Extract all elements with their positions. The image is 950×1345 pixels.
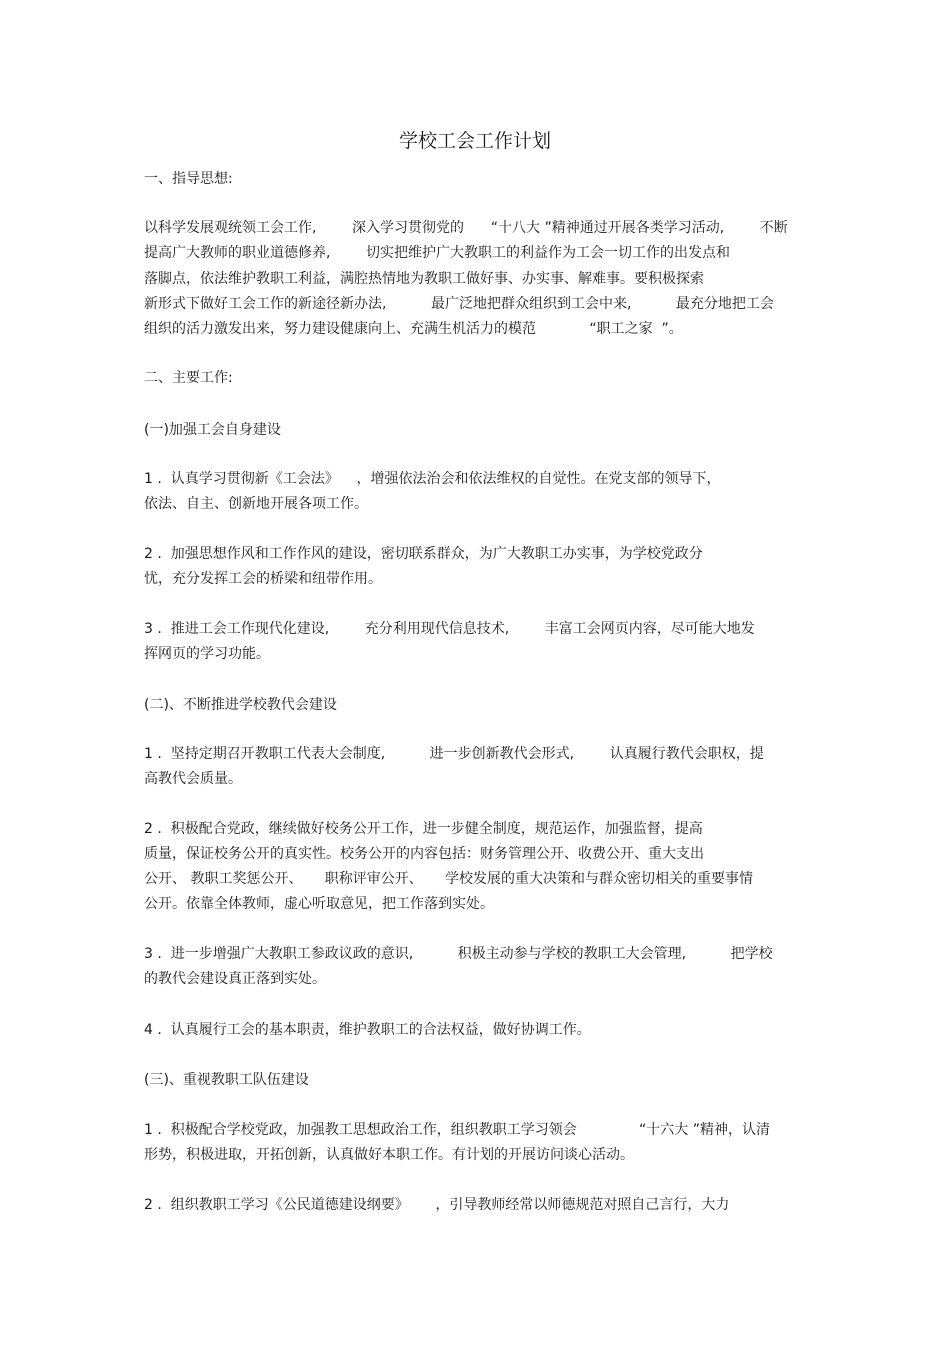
section-heading-guiding-ideology: 一、指导思想: (144, 171, 233, 187)
section-heading-main-work: 二、主要工作: (144, 370, 233, 386)
list-item-line: 公开。依靠全体教师，虚心听取意见，把工作落到实处。 (144, 896, 494, 912)
list-item-line: 2 . 组织教职工学习《公民道德建设纲要》 ，引导教师经常以师德规范对照自己言行，大力 (144, 1197, 730, 1213)
list-item-line: 挥网页的学习功能。 (144, 646, 270, 662)
list-item-line: 质量，保证校务公开的真实性。校务公开的内容包括：财务管理公开、收费公开、重大支出 (144, 846, 704, 862)
list-item-line: 的教代会建设真正落到实处。 (144, 971, 326, 987)
list-item-line: 忧，充分发挥工会的桥梁和纽带作用。 (144, 571, 382, 587)
list-item-line: 1 . 认真学习贯彻新《工会法》 ，增强依法治会和依法维权的自觉性。在党支部的领导下， (144, 471, 721, 487)
list-item-line: 公开、 教职工奖惩公开、 职称评审公开、 学校发展的重大决策和与群众密切相关的重要事情 (144, 871, 753, 887)
subsection-heading: (三)、重视教职工队伍建设 (144, 1072, 309, 1088)
subsection-heading: (二)、不断推进学校教代会建设 (144, 697, 337, 713)
list-item-line: 4 . 认真履行工会的基本职责，维护教职工的合法权益，做好协调工作。 (144, 1022, 591, 1038)
list-item-line: 3 . 进一步增强广大教职工参政议政的意识, 积极主动参与学校的教职工大会管理, 把学校 (144, 946, 773, 962)
paragraph-line: 落脚点，依法维护教职工利益，满腔热情地为教职工做好事、办实事、解难事。要积极探索 (144, 271, 704, 287)
list-item-line: 3 . 推进工会工作现代化建设, 充分利用现代信息技术, 丰富工会网页内容，尽可能大地发 (144, 621, 755, 637)
list-item-line: 依法、自主、创新地开展各项工作。 (144, 496, 368, 512)
list-item-line: 2 . 积极配合党政，继续做好校务公开工作，进一步健全制度，规范运作，加强监督，提高 (144, 821, 703, 837)
paragraph-line: 提高广大教师的职业道德修养, 切实把维护广大教职工的利益作为工会一切工作的出发点和 (144, 245, 731, 261)
list-item-line: 2 . 加强思想作风和工作作风的建设，密切联系群众，为广大教职工办实事，为学校党政分 (144, 546, 703, 562)
list-item-line: 形势，积极进取，开拓创新，认真做好本职工作。有计划的开展访问谈心活动。 (144, 1147, 634, 1163)
paragraph-line: 以科学发展观统领工会工作, 深入学习贯彻党的 “十八大 ”精神通过开展各类学习活动, 不断 (144, 220, 788, 236)
paragraph-line: 组织的活力激发出来，努力建设健康向上、充满生机活力的模范 “职工之家 ”。 (144, 321, 683, 337)
list-item-line: 1 . 积极配合学校党政，加强教工思想政治工作，组织教职工学习领会 “十六大 ”精神，认清 (144, 1122, 770, 1138)
document-title: 学校工会工作计划 (398, 130, 551, 152)
list-item-line: 1 . 坚持定期召开教职工代表大会制度, 进一步创新教代会形式, 认真履行教代会职权，提 (144, 746, 764, 762)
paragraph-line: 新形式下做好工会工作的新途径新办法, 最广泛地把群众组织到工会中来, 最充分地把工会 (144, 296, 774, 312)
list-item-line: 高教代会质量。 (144, 771, 242, 787)
subsection-heading: (一)加强工会自身建设 (144, 422, 281, 438)
